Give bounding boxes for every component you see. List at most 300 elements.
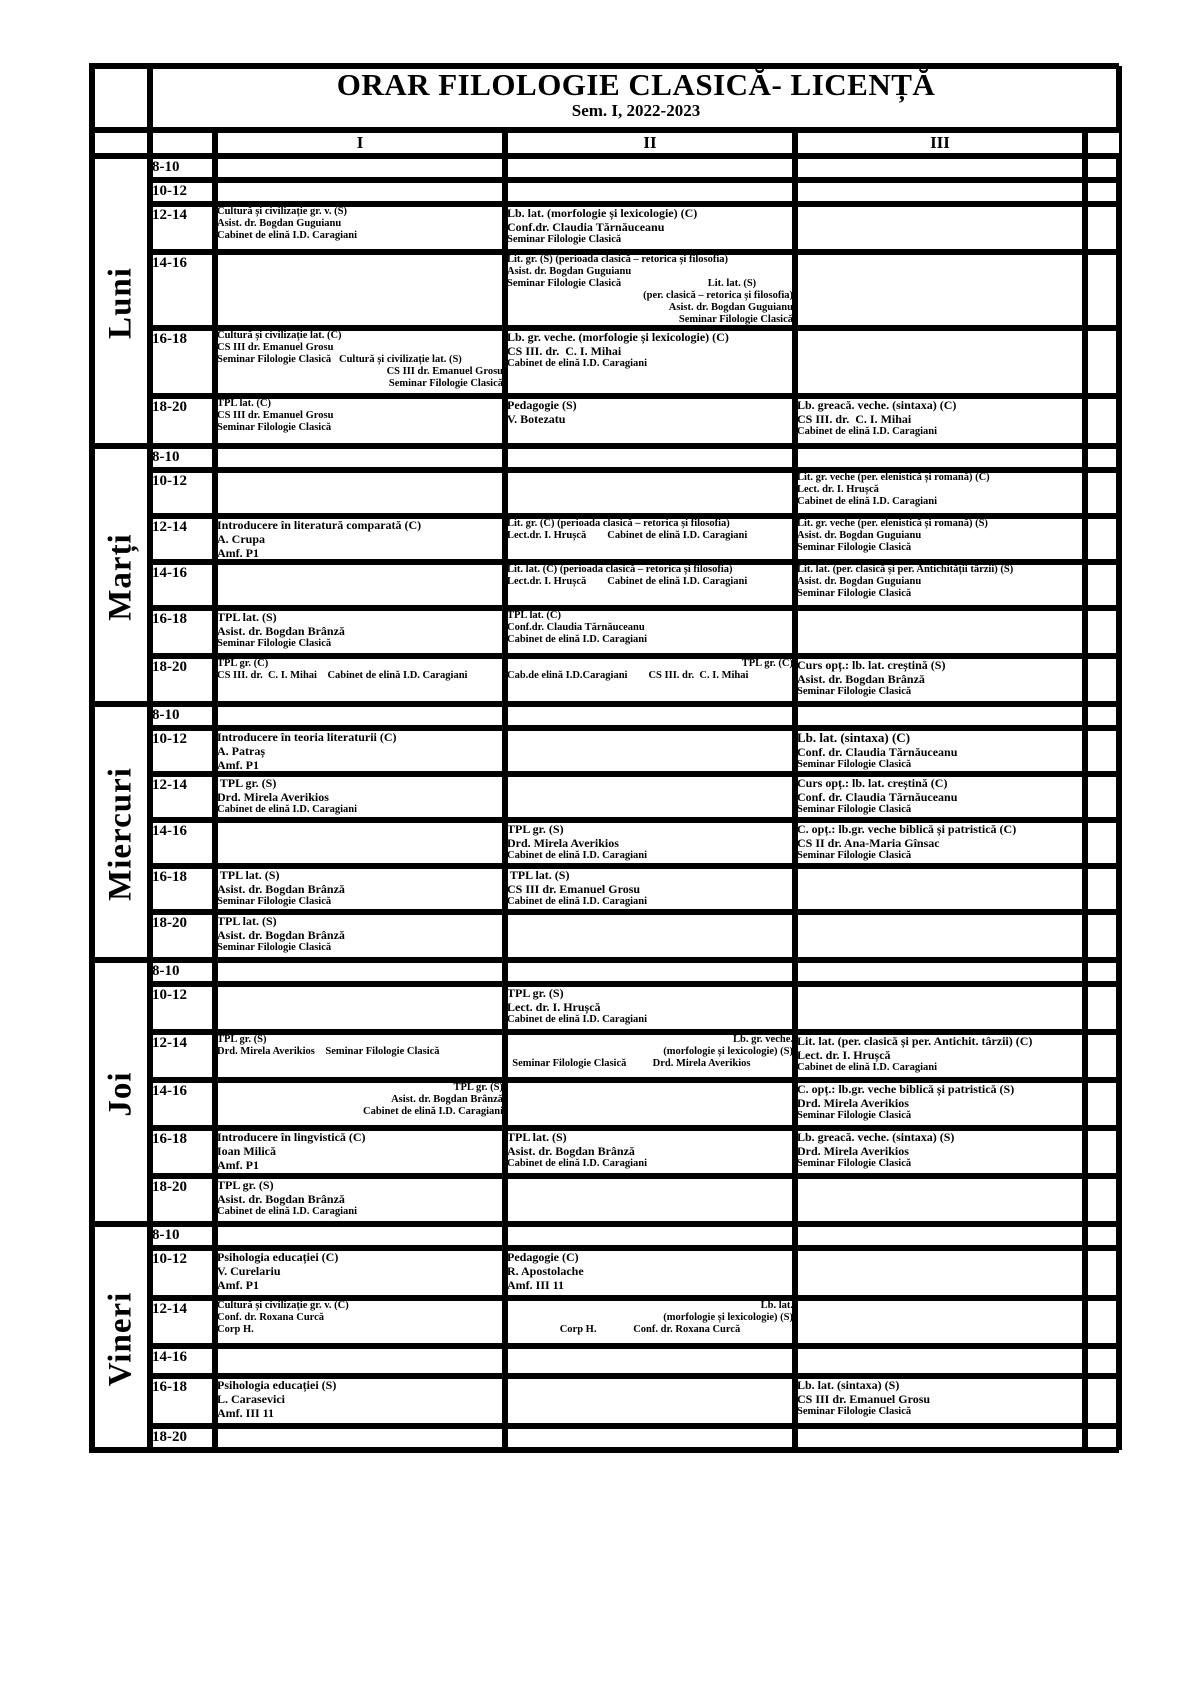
time-slot: 16-18 — [150, 1128, 215, 1176]
empty-cell — [215, 180, 505, 204]
class-line: TPL gr. (S) — [507, 822, 564, 836]
timetable-row — [92, 516, 1122, 562]
class-line: TPL lat. (S) — [507, 868, 570, 882]
timetable-row — [92, 180, 1122, 204]
class-line: Asist. dr. Bogdan Guguianu — [217, 218, 342, 229]
class-line: Seminar Filologie Clasică — [507, 234, 622, 245]
class-line: Lit. gr. veche (per. elenistică și romană) (S) — [797, 518, 988, 529]
time-slot: 8-10 — [150, 156, 215, 180]
class-line: Lect. dr. I. Hrușcă — [797, 484, 879, 495]
class-line: Cultură și civilizație gr. v. (C) — [217, 1300, 349, 1311]
class-cell — [215, 728, 505, 774]
class-line: CS III. dr. C. I. Mihai Cabinet de elină I.D. Caragiani — [217, 670, 468, 681]
timetable-row — [92, 820, 1122, 866]
class-cell — [215, 774, 505, 820]
extra-column-cell — [1085, 1248, 1122, 1298]
time-slot: 10-12 — [150, 470, 215, 516]
empty-cell — [215, 252, 505, 328]
extra-column-cell — [1085, 608, 1122, 656]
class-line: Seminar Filologie Clasică — [797, 759, 912, 770]
time-slot: 12-14 — [150, 774, 215, 820]
empty-cell — [795, 960, 1085, 984]
class-line: Cabinet de elină I.D. Caragiani — [507, 1014, 648, 1025]
time-slot: 12-14 — [150, 1032, 215, 1080]
empty-cell — [215, 704, 505, 728]
class-cell — [215, 912, 505, 960]
class-line: Conf. dr. Roxana Curcă — [217, 1312, 325, 1323]
time-slot: 16-18 — [150, 866, 215, 912]
class-line: Asist. dr. Bogdan Guguianu — [797, 576, 922, 587]
class-cell — [505, 328, 795, 396]
class-cell — [505, 252, 795, 328]
empty-cell — [795, 984, 1085, 1032]
class-line: Cabinet de elină I.D. Caragiani — [507, 358, 648, 369]
class-line: Asist. dr. Bogdan Guguianu — [507, 266, 632, 277]
class-line: Lit. gr. veche (per. elenistică și romană) (C) — [797, 472, 990, 483]
empty-cell — [215, 446, 505, 470]
time-slot: 18-20 — [150, 396, 215, 446]
empty-cell — [795, 446, 1085, 470]
class-cell — [505, 1032, 795, 1080]
empty-cell — [215, 562, 505, 608]
time-slot: 16-18 — [150, 1376, 215, 1426]
empty-cell — [505, 728, 795, 774]
time-slot: 14-16 — [150, 1080, 215, 1128]
class-cell — [215, 516, 505, 562]
empty-cell — [215, 1224, 505, 1248]
class-cell — [505, 204, 795, 252]
class-line: Lit. gr. (C) (perioada clasică – retorica și filosofia) — [507, 518, 730, 529]
class-line: (per. clasică – retorica și filosofia) — [643, 290, 793, 301]
class-cell — [795, 562, 1085, 608]
class-line: Asist. dr. Bogdan Guguianu — [668, 302, 793, 313]
class-line: TPL gr. (C) — [741, 658, 793, 669]
day-cell-marti — [92, 446, 150, 704]
class-line: Seminar Filologie Clasică — [797, 1158, 912, 1169]
class-line: Lit. gr. (S) (perioada clasică – retorica și filosofia) — [507, 254, 729, 265]
extra-column-cell — [1085, 1176, 1122, 1224]
class-line: Lect.dr. I. Hrușcă Cabinet de elină I.D. Caragiani — [507, 576, 748, 587]
timetable-row — [92, 1376, 1122, 1426]
timetable-row — [92, 328, 1122, 396]
empty-cell — [795, 866, 1085, 912]
extra-column-cell — [1085, 396, 1122, 446]
empty-cell — [505, 156, 795, 180]
timetable-row — [92, 608, 1122, 656]
day-label: Miercuri — [102, 767, 139, 901]
class-line: CS III dr. Emanuel Grosu — [217, 342, 334, 353]
class-line: Cabinet de elină I.D. Caragiani — [507, 896, 648, 907]
class-cell — [215, 608, 505, 656]
day-cell-miercuri — [92, 704, 150, 960]
timetable-row — [92, 252, 1122, 328]
class-line: TPL lat. (S) — [217, 610, 277, 624]
time-slot: 14-16 — [150, 1346, 215, 1376]
class-line: Cabinet de elină I.D. Caragiani — [507, 850, 648, 861]
class-line: TPL lat. (C) — [217, 398, 271, 409]
class-line: TPL gr. (S) — [507, 986, 564, 1000]
corner-cell — [92, 66, 150, 130]
class-line: Lb. lat. (morfologie și lexicologie) (C) — [507, 206, 698, 220]
time-slot: 8-10 — [150, 1224, 215, 1248]
time-slot: 12-14 — [150, 1298, 215, 1346]
extra-column-cell — [1085, 1298, 1122, 1346]
empty-cell — [795, 156, 1085, 180]
timetable-row — [92, 1080, 1122, 1128]
class-cell — [215, 656, 505, 704]
class-line: Asist. dr. Bogdan Brânză — [507, 1144, 635, 1158]
class-line: Lect. dr. I. Hrușcă — [797, 1048, 891, 1062]
class-line: Conf.dr. Claudia Tărnăuceanu — [507, 622, 645, 633]
class-line: Ioan Milică — [217, 1144, 276, 1158]
extra-column-cell — [1085, 1224, 1122, 1248]
day-cell-joi — [92, 960, 150, 1224]
class-line: Seminar Filologie Clasică — [388, 378, 503, 389]
time-slot: 14-16 — [150, 252, 215, 328]
timetable-row — [92, 446, 1122, 470]
class-line: TPL gr. (S) — [217, 1034, 267, 1045]
extra-column-cell — [1085, 1080, 1122, 1128]
time-slot: 16-18 — [150, 328, 215, 396]
class-line: Seminar Filologie Clasică — [797, 804, 912, 815]
extra-column-cell — [1085, 912, 1122, 960]
class-line: Conf.dr. Claudia Tărnăuceanu — [507, 220, 665, 234]
page-title: ORAR FILOLOGIE CLASICĂ- LICENȚĂ — [336, 67, 936, 102]
class-line: Pedagogie (S) — [507, 398, 577, 412]
time-slot: 8-10 — [150, 704, 215, 728]
class-line: Drd. Mirela Averikios — [217, 790, 329, 804]
timetable-row — [92, 728, 1122, 774]
extra-column-cell — [1085, 1376, 1122, 1426]
day-label: Marți — [102, 533, 139, 621]
class-line: Conf. dr. Claudia Tărnăuceanu — [797, 745, 958, 759]
class-line: Seminar Filologie Clasică — [217, 896, 332, 907]
class-line: Seminar Filologie Clasică — [797, 1110, 912, 1121]
class-line: Seminar Filologie Clasică — [678, 314, 793, 325]
class-line: A. Patraș — [217, 744, 265, 758]
class-cell — [505, 820, 795, 866]
extra-column-cell — [1085, 328, 1122, 396]
corner-cell — [92, 130, 150, 156]
class-cell — [215, 204, 505, 252]
empty-cell — [795, 1224, 1085, 1248]
empty-cell — [505, 912, 795, 960]
time-slot: 10-12 — [150, 984, 215, 1032]
timetable-row — [92, 866, 1122, 912]
class-line: TPL lat. (S) — [507, 1130, 567, 1144]
class-cell — [505, 984, 795, 1032]
class-cell — [795, 1080, 1085, 1128]
timetable-row — [92, 774, 1122, 820]
class-cell — [505, 1128, 795, 1176]
class-line: Amf. P1 — [217, 1278, 259, 1292]
timetable-row — [92, 1176, 1122, 1224]
class-line: Asist. dr. Bogdan Guguianu — [797, 530, 922, 541]
class-line: TPL lat. (C) — [507, 610, 561, 621]
class-line: Seminar Filologie Clasică — [797, 588, 912, 599]
class-line: Lect. dr. I. Hrușcă — [507, 1000, 601, 1014]
class-cell — [505, 562, 795, 608]
class-line: Lect.dr. I. Hrușcă Cabinet de elină I.D. Caragiani — [507, 530, 748, 541]
extra-column-cell — [1085, 1346, 1122, 1376]
extra-column-cell — [1085, 204, 1122, 252]
class-line: V. Curelariu — [217, 1264, 281, 1278]
extra-column-cell — [1085, 130, 1122, 156]
extra-column-cell — [1085, 562, 1122, 608]
class-cell — [505, 1248, 795, 1298]
time-slot: 12-14 — [150, 204, 215, 252]
timetable-row — [92, 204, 1122, 252]
class-cell — [795, 1376, 1085, 1426]
class-line: Cultură și civilizație gr. v. (S) — [217, 206, 347, 217]
class-line: CS III dr. Emanuel Grosu — [217, 410, 334, 421]
extra-column-cell — [1085, 516, 1122, 562]
class-cell — [215, 1176, 505, 1224]
class-line: Drd. Mirela Averikios Seminar Filologie Clasică — [217, 1046, 440, 1057]
class-cell — [505, 516, 795, 562]
title-cell — [150, 66, 1122, 130]
class-cell — [795, 396, 1085, 446]
class-line: (morfologie și lexicologie) (S) — [663, 1046, 793, 1057]
timetable-row — [92, 1426, 1122, 1450]
class-cell — [215, 396, 505, 446]
class-line: Asist. dr. Bogdan Brânză — [797, 672, 925, 686]
extra-column-cell — [1085, 774, 1122, 820]
class-cell — [505, 608, 795, 656]
empty-cell — [215, 960, 505, 984]
class-line: (morfologie și lexicologie) (S) — [663, 1312, 793, 1323]
class-line: Cabinet de elină I.D. Caragiani — [362, 1106, 503, 1117]
class-line: Corp H. — [217, 1324, 254, 1335]
class-line: Cabinet de elină I.D. Caragiani — [797, 426, 938, 437]
class-cell — [795, 1128, 1085, 1176]
extra-column-cell — [1085, 656, 1122, 704]
timetable-row — [92, 156, 1122, 180]
empty-cell — [795, 252, 1085, 328]
class-line: TPL lat. (S) — [217, 914, 277, 928]
empty-cell — [215, 1426, 505, 1450]
class-line: Seminar Filologie Clasică — [797, 686, 912, 697]
class-line: Cab.de elină I.D.Caragiani CS III. dr. C. I. Mihai — [507, 670, 749, 681]
extra-column-cell — [1085, 156, 1122, 180]
empty-cell — [795, 608, 1085, 656]
class-line: TPL gr. (S) — [217, 776, 277, 790]
class-cell — [505, 396, 795, 446]
empty-cell — [795, 1176, 1085, 1224]
empty-cell — [215, 156, 505, 180]
empty-cell — [505, 704, 795, 728]
class-line: Cabinet de elină I.D. Caragiani — [797, 496, 938, 507]
class-line: CS III dr. Emanuel Grosu — [507, 882, 641, 896]
class-line: Cabinet de elină I.D. Caragiani — [507, 1158, 648, 1169]
empty-cell — [215, 470, 505, 516]
class-line: Introducere în teoria literaturii (C) — [217, 730, 397, 744]
class-line: Cultură și civilizație lat. (C) — [217, 330, 342, 341]
class-line: CS III dr. Emanuel Grosu — [797, 1392, 931, 1406]
class-line: Asist. dr. Bogdan Brânză — [217, 624, 345, 638]
timetable-row — [92, 1298, 1122, 1346]
empty-cell — [505, 960, 795, 984]
empty-cell — [795, 1426, 1085, 1450]
day-label: Luni — [102, 267, 139, 339]
extra-column-cell — [1085, 960, 1122, 984]
class-line: V. Botezatu — [507, 412, 566, 426]
class-line: Seminar Filologie Clasică Cultură și civilizație lat. (S) — [217, 354, 462, 365]
time-slot: 10-12 — [150, 180, 215, 204]
extra-column-cell — [1085, 1128, 1122, 1176]
class-line: Seminar Filologie Clasică — [797, 1406, 912, 1417]
empty-cell — [505, 1376, 795, 1426]
empty-cell — [795, 912, 1085, 960]
class-line: Asist. dr. Bogdan Brânză — [217, 1192, 345, 1206]
column-header-year-3: III — [795, 130, 1085, 156]
class-line: Asist. dr. Bogdan Brânză — [391, 1094, 503, 1105]
empty-cell — [505, 1176, 795, 1224]
time-slot: 8-10 — [150, 960, 215, 984]
class-cell — [215, 866, 505, 912]
class-line: Cabinet de elină I.D. Caragiani — [217, 804, 358, 815]
class-cell — [795, 656, 1085, 704]
extra-column-cell — [1085, 820, 1122, 866]
empty-cell — [215, 984, 505, 1032]
class-cell — [215, 1032, 505, 1080]
class-line: Cabinet de elină I.D. Caragiani — [217, 1206, 358, 1217]
time-header-cell — [150, 130, 215, 156]
class-cell — [215, 1080, 505, 1128]
class-line: Curs opț.: lb. lat. creștină (C) — [797, 776, 948, 790]
timetable-row — [92, 960, 1122, 984]
class-line: Lit. lat. (per. clasică și per. Antichității târzii) (S) — [797, 564, 1014, 575]
class-line: Lit. lat. (per. clasică și per. Antichit. târzii) (C) — [797, 1034, 1033, 1048]
class-line: Drd. Mirela Averikios — [507, 836, 619, 850]
class-line: A. Crupa — [217, 532, 266, 546]
time-slot: 10-12 — [150, 728, 215, 774]
class-line: Lit. lat. (C) (perioada clasică – retorica și filosofia) — [507, 564, 733, 575]
extra-column-cell — [1085, 252, 1122, 328]
empty-cell — [795, 1248, 1085, 1298]
timetable-row — [92, 396, 1122, 446]
class-line: Seminar Filologie Clasică Lit. lat. (S) — [507, 278, 757, 289]
class-line: Conf. dr. Claudia Tărnăuceanu — [797, 790, 958, 804]
time-slot: 12-14 — [150, 516, 215, 562]
time-slot: 18-20 — [150, 656, 215, 704]
time-slot: 14-16 — [150, 820, 215, 866]
class-cell — [215, 1248, 505, 1298]
timetable-row — [92, 912, 1122, 960]
timetable-row — [92, 984, 1122, 1032]
time-slot: 10-12 — [150, 1248, 215, 1298]
time-slot: 16-18 — [150, 608, 215, 656]
class-line: Drd. Mirela Averikios — [797, 1144, 909, 1158]
class-cell — [795, 820, 1085, 866]
class-line: CS II dr. Ana-Maria Gînsac — [797, 836, 940, 850]
page-subtitle: Sem. I, 2022-2023 — [571, 101, 701, 120]
timetable-row — [92, 1346, 1122, 1376]
extra-column-cell — [1085, 866, 1122, 912]
empty-cell — [795, 704, 1085, 728]
time-slot: 18-20 — [150, 1176, 215, 1224]
class-cell — [505, 866, 795, 912]
empty-cell — [795, 204, 1085, 252]
class-cell — [215, 328, 505, 396]
day-label: Vineri — [102, 1291, 139, 1387]
class-line: Seminar Filologie Clasică — [797, 542, 912, 553]
class-line: Lb. gr. veche. — [733, 1034, 793, 1045]
class-line: TPL gr. (S) — [453, 1082, 503, 1093]
class-line: Drd. Mirela Averikios — [797, 1096, 909, 1110]
class-line: Cabinet de elină I.D. Caragiani — [507, 634, 648, 645]
class-cell — [215, 1128, 505, 1176]
extra-column-cell — [1085, 704, 1122, 728]
class-line: TPL gr. (S) — [217, 1178, 274, 1192]
class-cell — [215, 1376, 505, 1426]
time-slot: 18-20 — [150, 1426, 215, 1450]
class-line: Lb. lat. (sintaxa) (S) — [797, 1378, 900, 1392]
day-cell-vineri — [92, 1224, 150, 1450]
class-cell — [505, 656, 795, 704]
class-line: Amf. III 11 — [217, 1406, 275, 1420]
empty-cell — [215, 1346, 505, 1376]
class-line: Seminar Filologie Clasică — [217, 638, 332, 649]
timetable-row — [92, 1128, 1122, 1176]
class-line: Curs opț.: lb. lat. creștină (S) — [797, 658, 946, 672]
empty-cell — [505, 1224, 795, 1248]
class-line: Amf. III 11 — [507, 1278, 565, 1292]
class-cell — [795, 1032, 1085, 1080]
extra-column-cell — [1085, 1426, 1122, 1450]
class-line: CS III dr. Emanuel Grosu — [386, 366, 503, 377]
class-line: Seminar Filologie Clasică Drd. Mirela Averikios — [507, 1058, 751, 1069]
empty-cell — [505, 1080, 795, 1128]
class-cell — [505, 1298, 795, 1346]
class-cell — [795, 516, 1085, 562]
empty-cell — [505, 470, 795, 516]
class-line: Psihologia educației (C) — [217, 1250, 339, 1264]
class-line: CS III. dr. C. I. Mihai — [797, 412, 912, 426]
timetable-row — [92, 656, 1122, 704]
timetable-row — [92, 1224, 1122, 1248]
extra-column-cell — [1085, 446, 1122, 470]
empty-cell — [795, 328, 1085, 396]
class-line: Lb. lat. (sintaxa) (C) — [797, 730, 911, 745]
class-line: TPL gr. (C) — [217, 658, 269, 669]
class-cell — [215, 1298, 505, 1346]
empty-cell — [505, 180, 795, 204]
timetable-row — [92, 704, 1122, 728]
class-line: Cabinet de elină I.D. Caragiani — [217, 230, 358, 241]
class-line: Amf. P1 — [217, 546, 259, 560]
empty-cell — [215, 820, 505, 866]
class-cell — [795, 728, 1085, 774]
class-line: Asist. dr. Bogdan Brânză — [217, 928, 345, 942]
empty-cell — [505, 1346, 795, 1376]
class-line: C. opț.: lb.gr. veche biblică și patristică (C) — [797, 822, 1017, 836]
class-line: Seminar Filologie Clasică — [217, 422, 332, 433]
class-line: Psihologia educației (S) — [217, 1378, 337, 1392]
extra-column-cell — [1085, 1032, 1122, 1080]
class-line: CS III. dr. C. I. Mihai — [507, 344, 622, 358]
class-line: Introducere în literatură comparată (C) — [217, 518, 422, 532]
class-line: Introducere în lingvistică (C) — [217, 1130, 366, 1144]
timetable-row — [92, 470, 1122, 516]
empty-cell — [795, 180, 1085, 204]
class-line: R. Apostolache — [507, 1264, 584, 1278]
class-line: Cabinet de elină I.D. Caragiani — [797, 1062, 938, 1073]
class-line: TPL lat. (S) — [217, 868, 280, 882]
day-label: Joi — [102, 1071, 139, 1117]
timetable-row — [92, 1248, 1122, 1298]
class-line: Asist. dr. Bogdan Brânză — [217, 882, 345, 896]
